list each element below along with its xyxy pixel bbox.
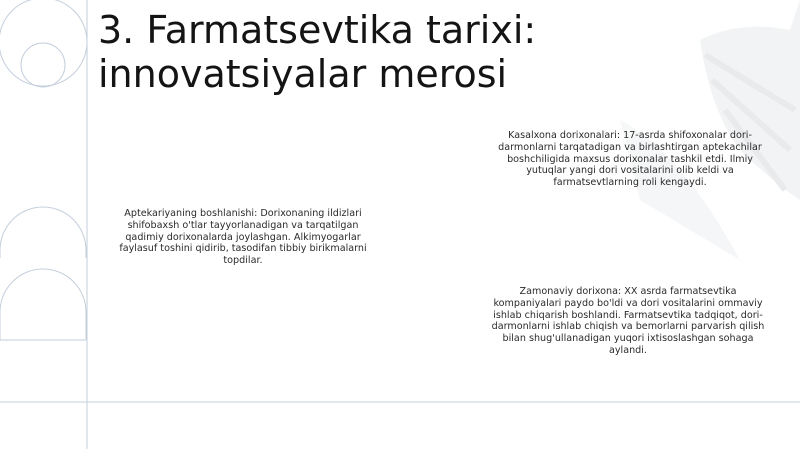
paragraph-modern-pharmacy: Zamonaviy dorixona: XX asrda farmatsevtika kompaniyalari paydo bo'ldi va dori vositalarini ommaviy ishlab chiqarish boshlandi. Farmatsevtika tadqiqot, dori-darmonlarni ishlab chiqish va bemorlarni parvarish qilish bilan shug'ullanadigan yuqori ixtisoslashgan sohaga aylandi.	[491, 286, 765, 356]
paragraph-hospital-pharmacy: Kasalxona dorixonalari: 17-asrda shifoxonalar dori-darmonlarni tarqatadigan va birlashtirgan aptekachilar boshchiligida maxsus dorixonalar tashkil etdi. Ilmiy yutuqlar yangi dori vositalarini olib keldi va farmatsevtlarning roli kengaydi.	[498, 130, 762, 189]
slide-title	[98, 8, 658, 96]
lower-arch	[0, 269, 86, 340]
title-line-2: innovatsiyalar merosi	[98, 52, 508, 96]
paragraph-apothecary: Aptekariyaning boshlanishi: Dorixonaning ildizlari shifobaxsh o'tlar tayyorlanadigan va tarqatilgan qadimiy dorixonalarda joylashgan. Alkimyogarlar faylasuf toshini qidirib, tasodifan tibbiy birikmalarni topdilar.	[119, 208, 367, 267]
upper-arch	[0, 207, 86, 258]
inner-circle	[21, 43, 65, 87]
title-line-1: 3. Farmatsevtika tarixi:	[98, 8, 537, 52]
